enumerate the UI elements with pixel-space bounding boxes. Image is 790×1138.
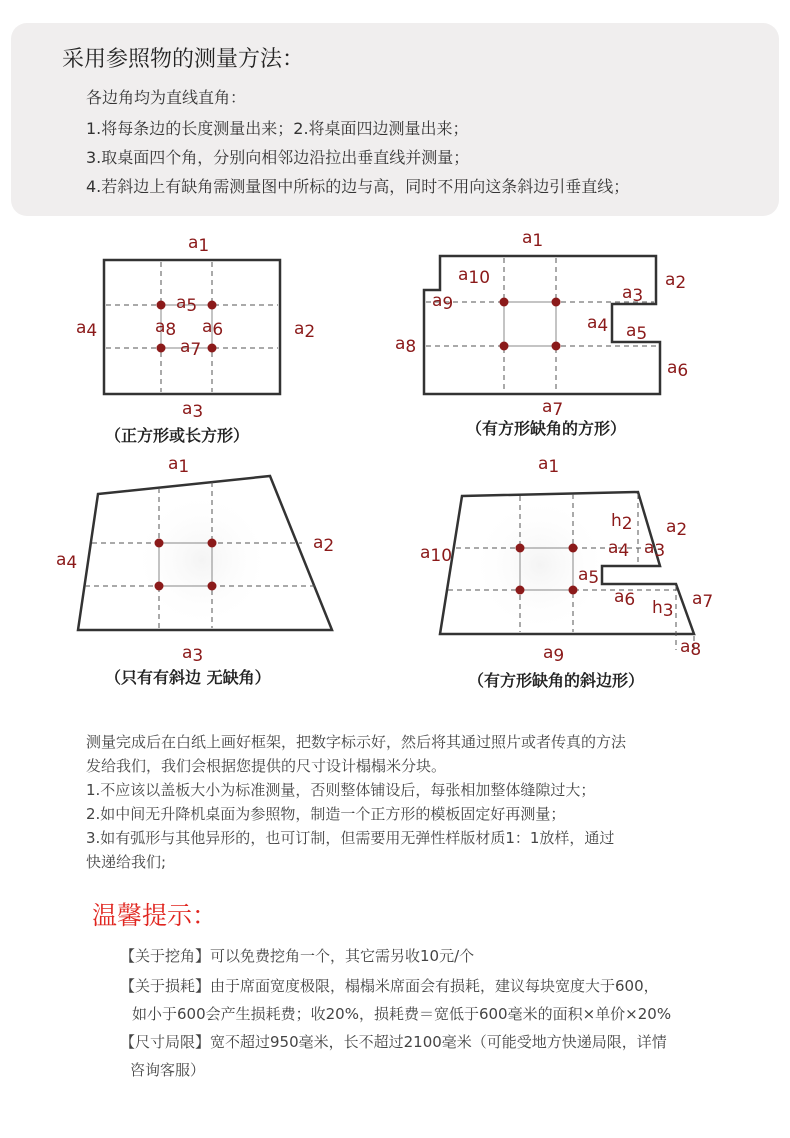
tip-line: 【关于挖角】可以免费挖角一个，其它需另收10元/个 [120, 947, 475, 965]
point [208, 301, 217, 310]
label-a9: a9 [543, 643, 565, 666]
label-a1: a1 [168, 454, 190, 477]
point [157, 301, 166, 310]
diagram-notched-rectangle [395, 228, 688, 420]
page-title: 采用参照物的测量方法： [62, 47, 305, 72]
point [516, 544, 525, 553]
caption-slanted: （只有有斜边 无缺角） [105, 668, 271, 687]
caption-rectangle: （正方形或长方形） [105, 426, 250, 445]
point [552, 342, 561, 351]
point [569, 586, 578, 595]
label-a9: a9 [432, 291, 454, 314]
label-a1: a1 [522, 228, 544, 251]
instruction-line: 测量完成后在白纸上画好框架，把数字标示好，然后将其通过照片或者传真的方法 [86, 733, 627, 751]
label-a4: a4 [608, 538, 630, 561]
label-a7: a7 [180, 337, 202, 360]
point [500, 298, 509, 307]
instruction-line: 2.如中间无升降机桌面为参照物，制造一个正方形的模板固定好再测量； [86, 805, 566, 823]
point [516, 586, 525, 595]
label-a6: a6 [614, 587, 636, 610]
rule-3: 4.若斜边上有缺角需测量图中所标的边与高，同时不用向这条斜边引垂直线； [86, 177, 630, 196]
label-a1: a1 [188, 233, 210, 256]
tips-title: 温馨提示： [92, 901, 218, 930]
label-a6: a6 [202, 317, 224, 340]
label-a4: a4 [76, 318, 98, 341]
point [208, 344, 217, 353]
label-a6: a6 [667, 358, 689, 381]
tip-line: 咨询客服） [130, 1061, 206, 1079]
label-a3: a3 [182, 399, 204, 422]
label-a4: a4 [587, 313, 609, 336]
point [552, 298, 561, 307]
instruction-line: 3.如有弧形与其他异形的，也可订制，但需要用无弹性样版材质1：1放样，通过 [86, 829, 615, 847]
label-a5: a5 [578, 565, 600, 588]
diagram-slanted [56, 454, 334, 666]
point [208, 582, 217, 591]
label-a10: a10 [420, 543, 453, 566]
diagram-notched-slanted [420, 454, 713, 666]
rule-2: 3.取桌面四个角，分别向相邻边沿拉出垂直线并测量； [86, 148, 470, 167]
label-h2: h2 [611, 511, 633, 534]
point [569, 544, 578, 553]
label-a1: a1 [538, 454, 560, 477]
label-a3: a3 [622, 283, 644, 306]
label-a3: a3 [182, 643, 204, 666]
tip-line: 【尺寸局限】宽不超过950毫米，长不超过2100毫米（可能受地方快递局限，详情 [120, 1033, 667, 1051]
label-a8: a8 [155, 317, 177, 340]
tip-line: 【关于损耗】由于席面宽度极限，榻榻米席面会有损耗，建议每块宽度大于600， [120, 977, 659, 995]
label-a7: a7 [692, 589, 714, 612]
caption-notched-rectangle: （有方形缺角的方形） [466, 419, 627, 438]
point [208, 539, 217, 548]
label-a5: a5 [626, 321, 648, 344]
label-a4: a4 [56, 550, 78, 573]
caption-notched-slanted: （有方形缺角的斜边形） [468, 671, 645, 690]
label-a2: a2 [665, 270, 687, 293]
instruction-line: 发给我们，我们会根据您提供的尺寸设计榻榻米分块。 [86, 757, 447, 775]
label-a2: a2 [666, 517, 688, 540]
diagram-rectangle [76, 233, 315, 422]
point [155, 539, 164, 548]
point [157, 344, 166, 353]
label-h3: h3 [652, 598, 674, 621]
label-a5: a5 [176, 293, 198, 316]
label-a10: a10 [458, 265, 491, 288]
label-a8: a8 [395, 334, 417, 357]
label-a7: a7 [542, 397, 564, 420]
label-a2: a2 [294, 319, 316, 342]
rules-heading: 各边角均为直线直角： [86, 88, 247, 107]
point [500, 342, 509, 351]
rule-1: 1.将每条边的长度测量出来；2.将桌面四边测量出来； [86, 119, 469, 138]
tip-line: 如小于600会产生损耗费；收20%，损耗费＝宽低于600毫米的面积×单价×20% [132, 1005, 672, 1023]
instruction-line: 1.不应该以盖板大小为标准测量，否则整体铺设后，每张相加整体缝隙过大； [86, 781, 596, 799]
point [155, 582, 164, 591]
instruction-line: 快递给我们; [86, 853, 167, 871]
label-a8: a8 [680, 637, 702, 660]
label-a3: a3 [644, 538, 666, 561]
label-a2: a2 [313, 533, 335, 556]
